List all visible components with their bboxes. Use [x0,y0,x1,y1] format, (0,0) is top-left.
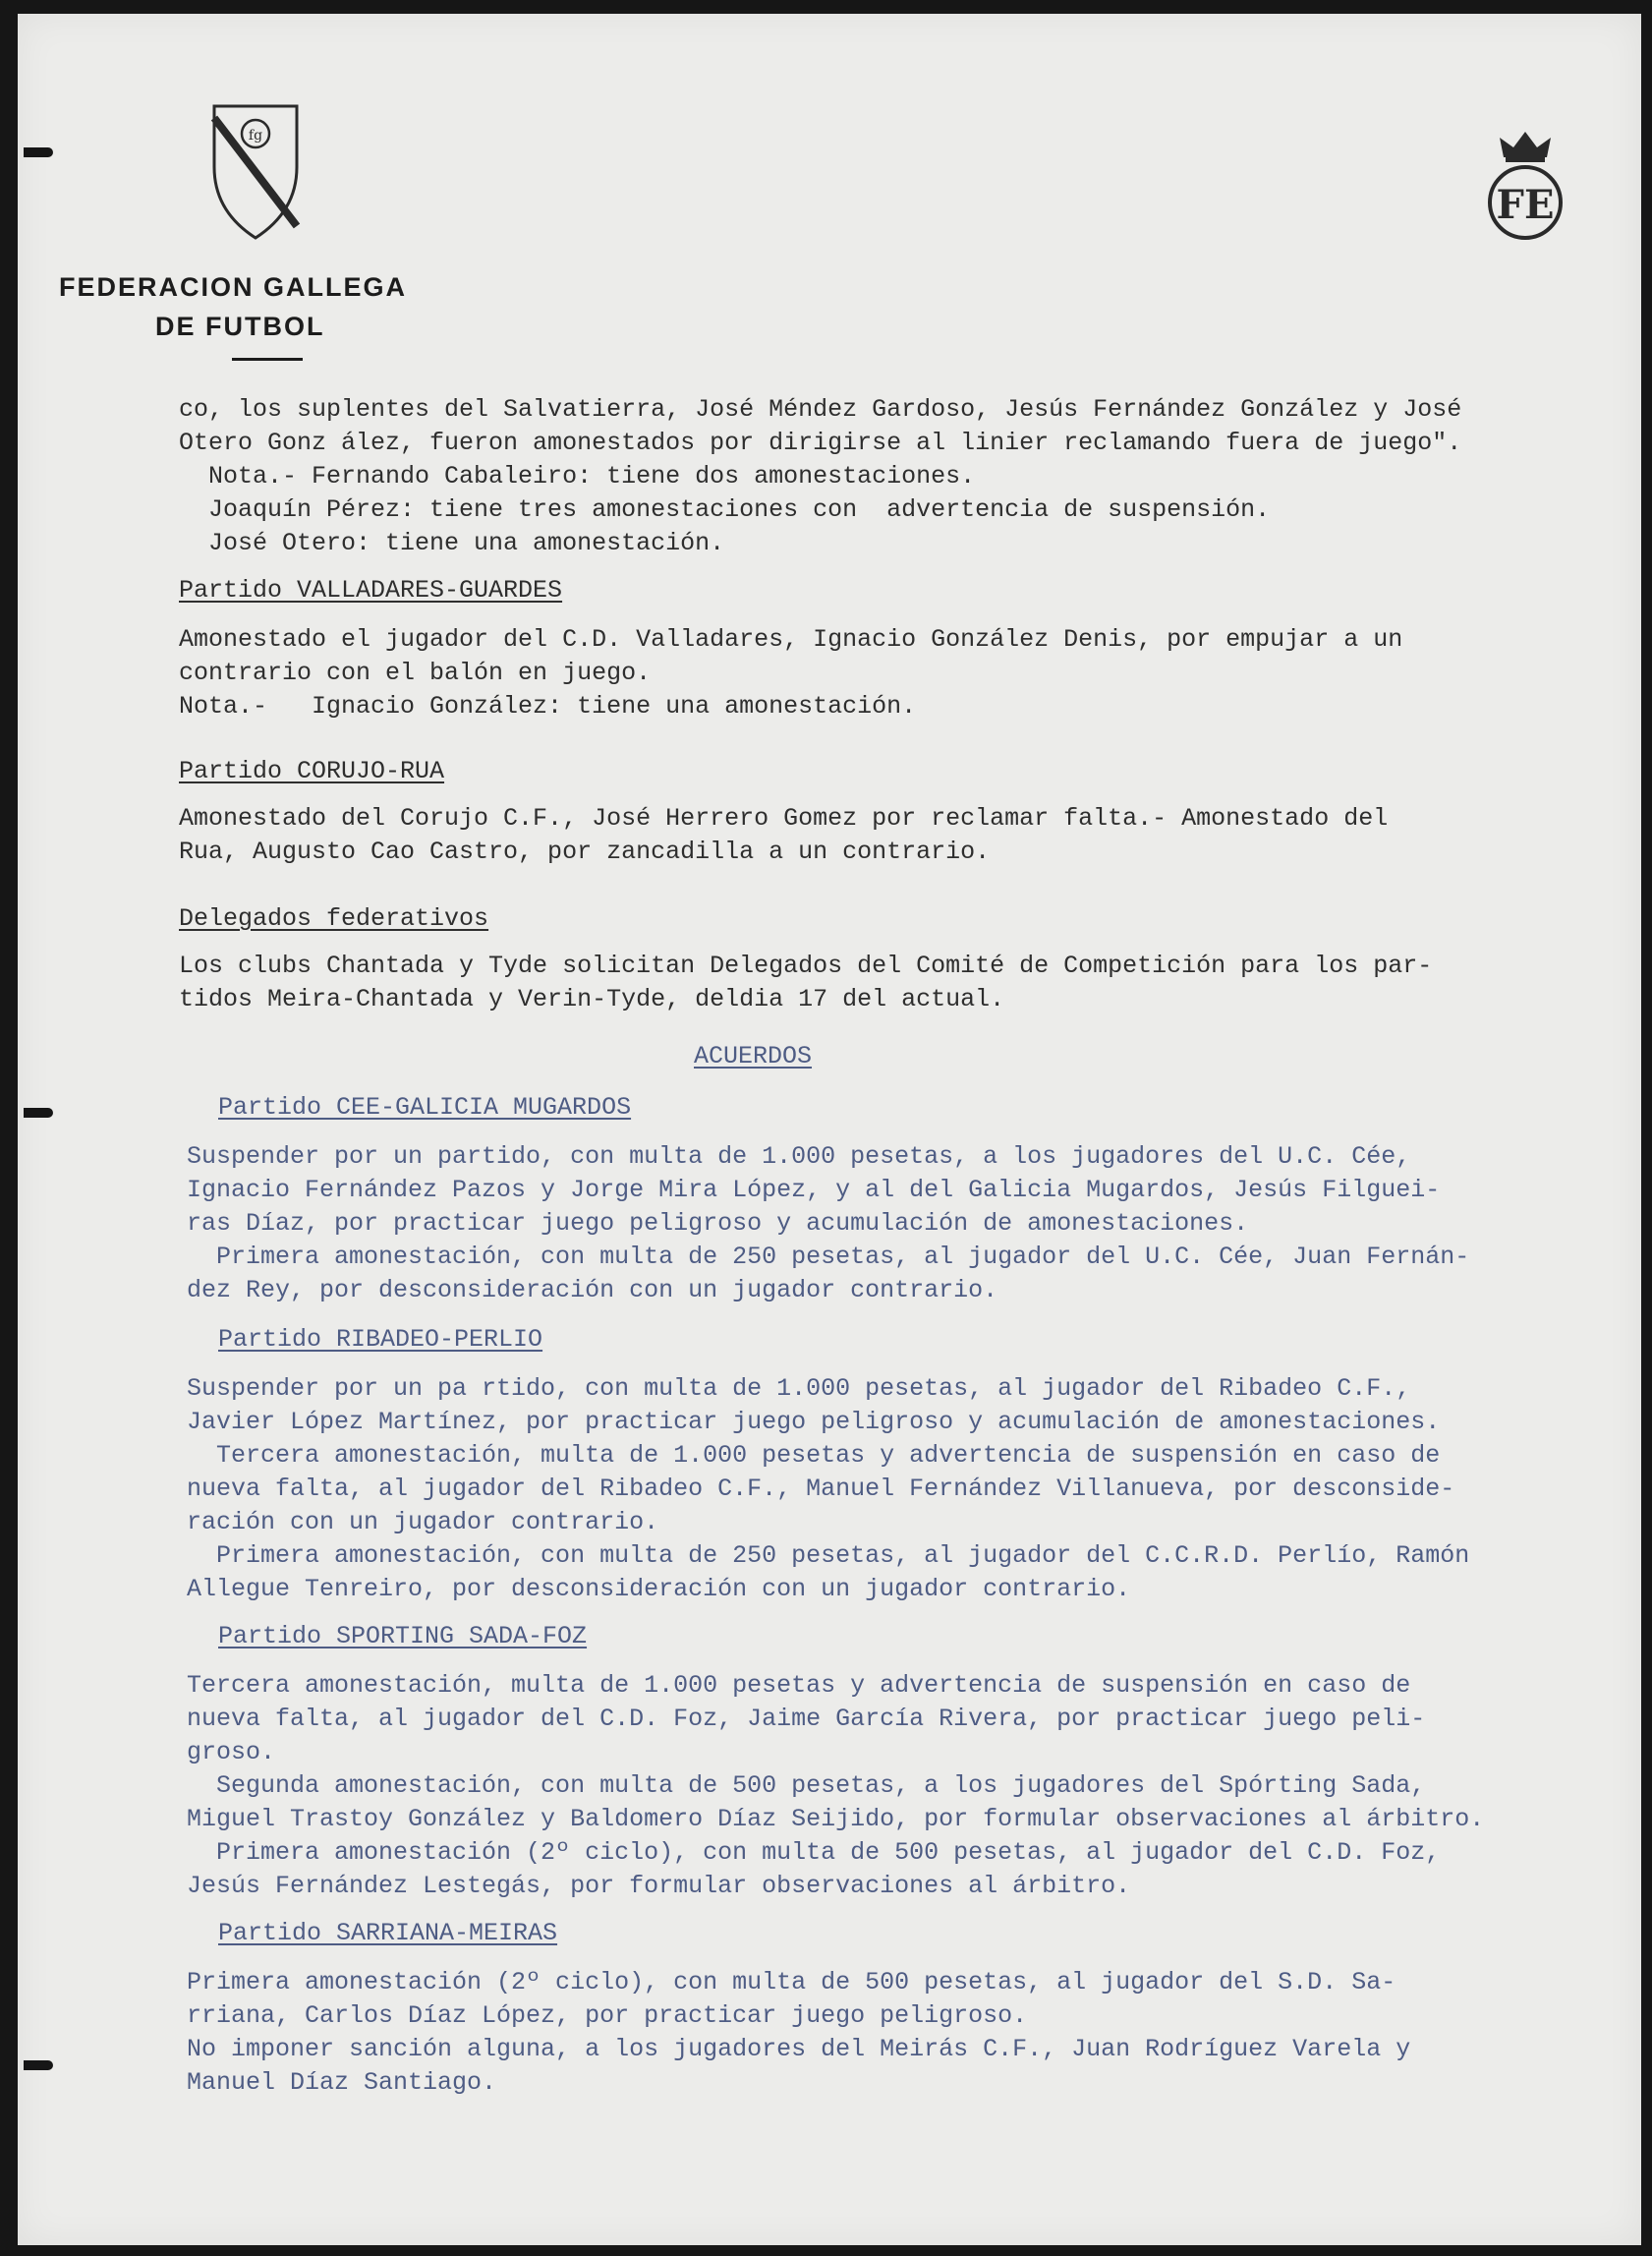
section-line: ras Díaz, por practicar juego peligroso y acumulación de amonestaciones. [187,1209,1249,1238]
section-line: Ignacio Fernández Pazos y Jorge Mira López, y al del Galicia Mugardos, Jesús Filguei- [187,1176,1441,1204]
section-line: No imponer sanción alguna, a los jugadores del Meirás C.F., Juan Rodríguez Varela y [187,2035,1411,2063]
section-line: Amonestado del Corujo C.F., José Herrero Gomez por reclamar falta.- Amonestado del [179,804,1389,833]
section-line: Primera amonestación (2º ciclo), con multa de 500 pesetas, al jugador del S.D. Sa- [187,1968,1396,1996]
svg-text:FE: FE [1496,182,1555,228]
letterhead-rule [232,358,303,361]
section-line: Tercera amonestación, multa de 1.000 pesetas y advertencia de suspensión en caso de [187,1671,1411,1700]
svg-text:fg: fg [248,128,263,144]
section-line: Los clubs Chantada y Tyde solicitan Delegados del Comité de Competición para los par- [179,952,1433,980]
section-title-valladares-guardes: Partido VALLADARES-GUARDES [179,576,563,605]
document-page [18,14,1641,2245]
section-line: Allegue Tenreiro, por desconsideración con un jugador contrario. [187,1575,1131,1603]
binder-punch-mark [24,2060,53,2070]
section-line: Suspender por un partido, con multa de 1.000 pesetas, a los jugadores del U.C. Cée, [187,1142,1411,1171]
intro-line: José Otero: tiene una amonestación. [179,529,725,557]
section-line: Manuel Díaz Santiago. [187,2068,497,2097]
section-line: rriana, Carlos Díaz López, por practicar juego peligroso. [187,2001,1028,2030]
section-line: Javier López Martínez, por practicar juego peligroso y acumulación de amonestaciones. [187,1408,1441,1436]
section-line: groso. [187,1738,276,1766]
binder-punch-mark [24,147,53,157]
section-line: Tercera amonestación, multa de 1.000 pesetas y advertencia de suspensión en caso de [187,1441,1441,1470]
section-line: Segunda amonestación, con multa de 500 pesetas, a los jugadores del Spórting Sada, [187,1771,1426,1800]
section-line: contrario con el balón en juego. [179,659,652,687]
section-line: Amonestado el jugador del C.D. Valladares, Ignacio González Denis, por empujar a un [179,625,1403,654]
section-line: Primera amonestación (2º ciclo), con multa de 500 pesetas, al jugador del C.D. Foz, [187,1838,1441,1867]
section-line: Nota.- Ignacio González: tiene una amonestación. [179,692,917,721]
section-title-corujo-rua: Partido CORUJO-RUA [179,757,445,785]
section-line: Jesús Fernández Lestegás, por formular observaciones al árbitro. [187,1872,1131,1900]
federation-name-line1: FEDERACION GALLEGA [59,272,408,302]
section-line: Miguel Trastoy González y Baldomero Díaz Seijido, por formular observaciones al árbitro. [187,1805,1485,1833]
intro-line: co, los suplentes del Salvatierra, José Méndez Gardoso, Jesús Fernández González y José [179,395,1462,424]
intro-line: Otero Gonz ález, fueron amonestados por dirigirse al linier reclamando fuera de juego". [179,429,1462,457]
intro-line: Joaquín Pérez: tiene tres amonestaciones con advertencia de suspensión. [179,495,1271,524]
acuerdos-heading: ACUERDOS [694,1042,813,1070]
section-title-sporting-sada-foz: Partido SPORTING SADA-FOZ [218,1622,588,1650]
federation-name-line2: DE FUTBOL [155,312,325,341]
section-line: nueva falta, al jugador del Ribadeo C.F., Manuel Fernández Villanueva, por desconside- [187,1475,1455,1503]
binder-punch-mark [24,1108,53,1118]
section-line: Rua, Augusto Cao Castro, por zancadilla a un contrario. [179,838,991,866]
section-line: dez Rey, por desconsideración con un jugador contrario. [187,1276,998,1304]
section-line: ración con un jugador contrario. [187,1508,659,1536]
rfef-crowned-emblem-icon [1478,124,1572,242]
section-line: Primera amonestación, con multa de 250 pesetas, al jugador del C.C.R.D. Perlío, Ramón [187,1541,1470,1570]
section-line: tidos Meira-Chantada y Verin-Tyde, deldia 17 del actual. [179,985,1005,1013]
section-title-sarriana-meiras: Partido SARRIANA-MEIRAS [218,1919,558,1947]
federacion-gallega-shield-icon [206,98,305,246]
section-line: nueva falta, al jugador del C.D. Foz, Jaime García Rivera, por practicar juego peli- [187,1705,1426,1733]
federation-name [59,267,407,346]
section-line: Suspender por un pa rtido, con multa de 1.000 pesetas, al jugador del Ribadeo C.F., [187,1374,1411,1403]
section-title-delegados-federativos: Delegados federativos [179,904,489,933]
intro-line: Nota.- Fernando Cabaleiro: tiene dos amonestaciones. [179,462,976,491]
section-title-ribadeo-perlio: Partido RIBADEO-PERLIO [218,1325,543,1354]
section-line: Primera amonestación, con multa de 250 pesetas, al jugador del U.C. Cée, Juan Fernán- [187,1243,1470,1271]
section-title-cee-galicia-mugardos: Partido CEE-GALICIA MUGARDOS [218,1093,632,1122]
